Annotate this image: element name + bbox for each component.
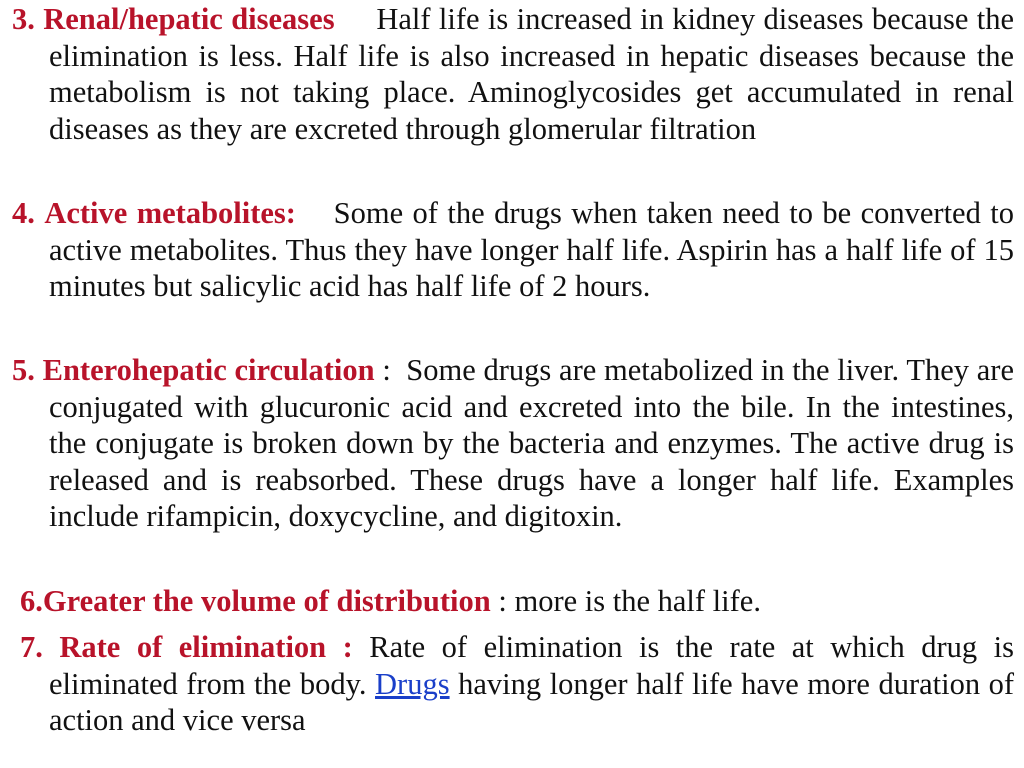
item-term: Rate of elimination : xyxy=(59,630,353,664)
item-text-before-link: Rate of elimination is the rate at which drug is eliminated from the body. xyxy=(49,630,1015,701)
item-term: Active metabolites: xyxy=(44,196,296,230)
item-text: Some drugs are metabolized in the liver. They are conjugated with glucuronic acid and excreted into the bile. In the intestines, the conjugate is broken down by the bacteria and enzymes. The active drug is released and is reabsorbed. These drugs have a longer half life. Examples include rifampicin, doxycycline, and digitoxin. xyxy=(49,353,1014,533)
item-active-metabolites xyxy=(12,195,1014,305)
item-number: 5. xyxy=(12,353,35,387)
item-text-after-link: having longer half life have more duration of action and vice versa xyxy=(49,666,1015,737)
item-number: 3. xyxy=(12,2,35,36)
item-renal-hepatic-diseases xyxy=(12,1,1014,147)
drugs-link[interactable]: Drugs xyxy=(375,666,450,701)
item-text: more is the half life. xyxy=(514,584,761,618)
item-text: Half life is increased in kidney diseases because the elimination is less. Half life is also increased in hepatic diseases because the metabolism is not taking place. Aminoglycosides get accumulated in renal diseases as they are excreted through glomerular filtration xyxy=(49,2,1014,146)
item-separator: : xyxy=(382,353,391,387)
item-term: Greater the volume of distribution xyxy=(42,584,491,618)
item-number: 4. xyxy=(12,196,35,230)
item-rate-of-elimination xyxy=(20,629,1014,739)
item-volume-of-distribution xyxy=(20,583,1014,620)
item-text: Some of the drugs when taken need to be converted to active metabolites. Thus they have longer half life. Aspirin has a half life of 15 minutes but salicylic acid has half life of 2 hours. xyxy=(49,196,1014,303)
item-separator: : xyxy=(498,584,507,618)
item-number: 6. xyxy=(20,584,43,618)
item-enterohepatic-circulation xyxy=(12,352,1014,535)
item-term: Enterohepatic circulation xyxy=(42,353,375,387)
item-number: 7. xyxy=(20,630,43,664)
item-term: Renal/hepatic diseases xyxy=(43,2,335,36)
